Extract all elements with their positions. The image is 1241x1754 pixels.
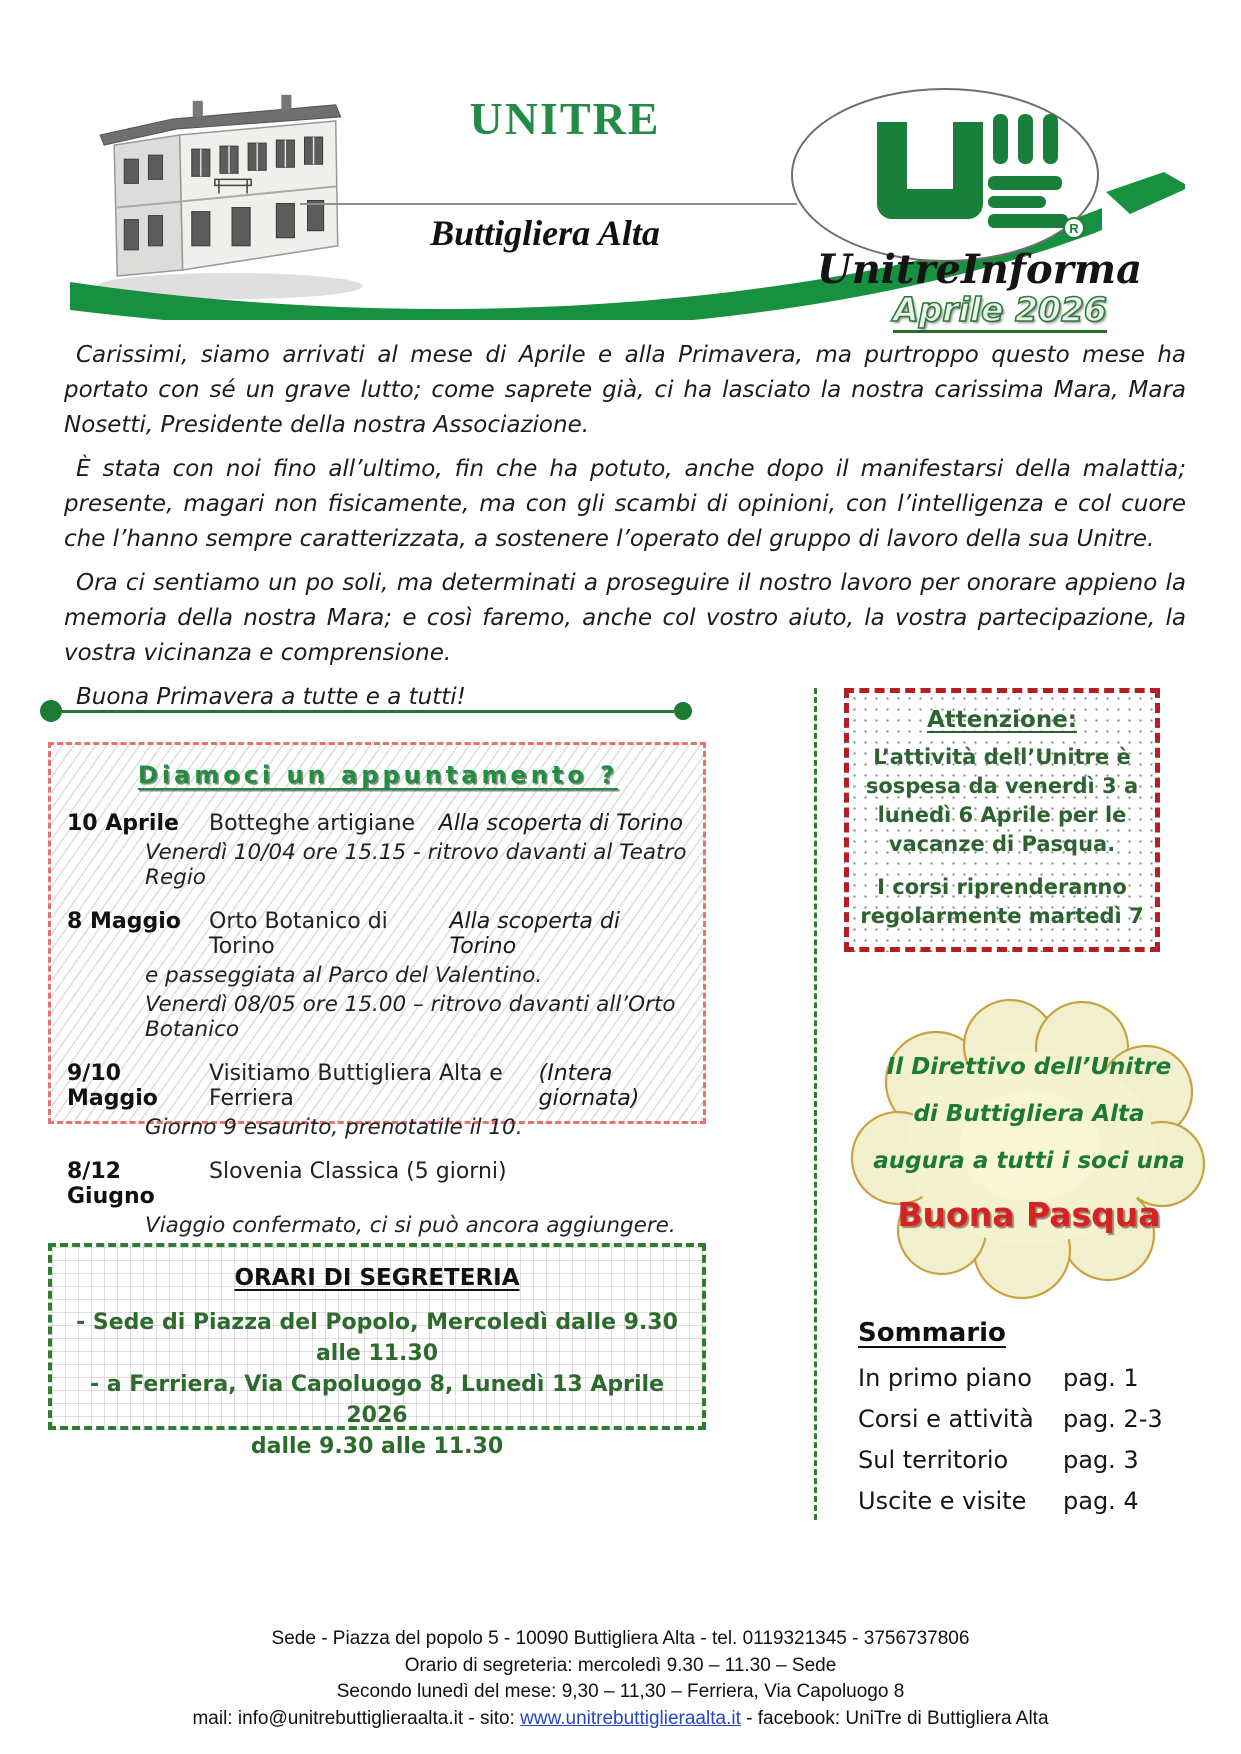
newsletter-name: UnitreInforma xyxy=(816,246,1142,293)
attention-body: L’attività dell’Unitre è sospesa da venerdì 3 a lunedì 6 Aprile per le vacanze di Pasqua. xyxy=(865,745,1139,856)
footer-site-link[interactable]: www.unitrebuttiglieraalta.it xyxy=(520,1707,741,1729)
event-date: 10 Aprile xyxy=(67,811,179,836)
registered-mark-icon xyxy=(1064,218,1084,238)
intro-paragraph: Ora ci sentiamo un po soli, ma determinati a proseguire il nostro lavoro per onorare appieno la memoria della nostra Mara; e così faremo, anche col vostro aiuto, la vostra partecipazione, la vostra vicinanza e comprensione. xyxy=(64,570,1186,666)
attention-title: Attenzione: xyxy=(926,707,1077,733)
event-name: Visitiamo Buttigliera Alta e Ferriera xyxy=(209,1061,503,1111)
event-date: 8/12 Giugno xyxy=(67,1159,155,1209)
intro-paragraph: È stata con noi fino all’ultimo, fin che ha potuto, anche dopo il manifestarsi della malattia; presente, magari non fisicamente, ma con gli scambi di opinioni, con l’intelligenza e col cuore che l’hanno sempre caratterizzata, a sostenere l’operato del gruppo di lavoro della sua Unitre. xyxy=(64,456,1186,552)
divider-dot-icon xyxy=(40,700,62,722)
summary-label: In primo piano xyxy=(858,1364,1032,1392)
cloud-line: Il Direttivo dell’Unitre xyxy=(886,1054,1172,1080)
event-tag: Alla scoperta di Torino xyxy=(449,909,620,959)
footer-mail-prefix: mail: info@unitrebuttiglieraalta.it - sito: xyxy=(192,1707,521,1729)
divider-dot-icon xyxy=(674,702,692,720)
divider-bar xyxy=(62,710,674,713)
event-date: 9/10 Maggio xyxy=(67,1061,158,1111)
cloud-line: augura a tutti i soci una xyxy=(873,1148,1185,1174)
event-detail: e passeggiata al Parco del Valentino. xyxy=(145,963,543,988)
footer xyxy=(0,1626,1241,1732)
org-location: Buttigliera Alta xyxy=(430,213,660,253)
footer-mail-suffix: - facebook: UniTre di Buttigliera Alta xyxy=(740,1707,1049,1729)
summary-item xyxy=(858,1446,1178,1474)
easter-greeting: Buona Pasqua xyxy=(897,1195,1161,1234)
svg-text:R: R xyxy=(1069,221,1079,236)
footer-line: Secondo lunedì del mese: 9,30 – 11,30 – Ferriera, Via Capoluogo 8 xyxy=(336,1681,905,1702)
summary-page: pag. 2-3 xyxy=(1063,1405,1163,1433)
footer-mail-line xyxy=(0,1706,1241,1733)
event-name: Orto Botanico di Torino xyxy=(209,909,388,959)
event-detail: Giorno 9 esaurito, prenotatile il 10. xyxy=(145,1115,523,1140)
attention-body2: I corsi riprenderanno regolarmente martedì 7 xyxy=(860,875,1144,928)
attention-box xyxy=(844,688,1160,952)
event-detail: Venerdì 10/04 ore 15.15 - ritrovo davanti al Teatro Regio xyxy=(145,840,687,890)
event-detail: Viaggio confermato, ci si può ancora aggiungere. xyxy=(145,1213,676,1238)
secretary-box xyxy=(48,1243,706,1459)
unitre-logo xyxy=(788,86,1102,266)
summary-page: pag. 1 xyxy=(1063,1364,1139,1392)
event-detail: Venerdì 08/05 ore 15.00 – ritrovo davanti all’Orto Botanico xyxy=(145,992,676,1042)
summary-title: Sommario xyxy=(858,1318,1006,1348)
event-item xyxy=(67,909,689,1042)
event-item xyxy=(67,1061,689,1140)
easter-cloud xyxy=(850,996,1208,1302)
event-name: Botteghe artigiane xyxy=(209,811,416,836)
event-item xyxy=(67,1159,689,1238)
section-divider xyxy=(40,700,692,722)
intro-paragraph: Carissimi, siamo arrivati al mese di Aprile e alla Primavera, ma purtroppo questo mese ha portato con sé un grave lutto; come saprete già, ci ha lasciato la nostra carissima Mara, Mara Nosetti, Presidente della nostra Associazione. xyxy=(64,342,1186,438)
footer-line: Orario di segreteria: mercoledì 9.30 – 11.30 – Sede xyxy=(404,1654,837,1676)
event-tag: (Intera giornata) xyxy=(538,1061,640,1111)
secretary-title: ORARI DI SEGRETERIA xyxy=(234,1265,520,1291)
secretary-line: - Sede di Piazza del Popolo, Mercoledì dalle 9.30 alle 11.30 xyxy=(76,1310,678,1366)
secretary-line: dalle 9.30 alle 11.30 xyxy=(250,1434,504,1459)
event-tag: Alla scoperta di Torino xyxy=(438,811,683,836)
summary-item xyxy=(858,1405,1178,1433)
summary-page: pag. 4 xyxy=(1063,1487,1139,1515)
column-divider xyxy=(814,688,817,1520)
summary-page: pag. 3 xyxy=(1063,1446,1139,1474)
appointments-title: Diamoci un appuntamento ? xyxy=(137,761,619,789)
secretary-line: - a Ferriera, Via Capoluogo 8, Lunedì 13 Aprile 2026 xyxy=(89,1372,665,1428)
summary-item xyxy=(858,1364,1178,1392)
event-date: 8 Maggio xyxy=(67,909,181,934)
issue-date: Aprile 2026 xyxy=(860,290,1140,333)
greeting-line: Buona Primavera a tutte e a tutti! xyxy=(76,684,466,710)
event-name: Slovenia Classica (5 giorni) xyxy=(209,1159,507,1184)
summary-label: Uscite e visite xyxy=(858,1487,1027,1515)
org-name: UNITRE xyxy=(469,93,661,144)
summary-label: Corsi e attività xyxy=(858,1405,1034,1433)
event-item xyxy=(67,811,689,890)
footer-line: Sede - Piazza del popolo 5 - 10090 Buttigliera Alta - tel. 0119321345 - 3756737806 xyxy=(271,1628,970,1649)
appointments-box xyxy=(48,742,706,1238)
summary-section xyxy=(858,1318,1178,1528)
summary-label: Sul territorio xyxy=(858,1446,1009,1474)
cloud-line: di Buttigliera Alta xyxy=(913,1101,1145,1127)
intro-text xyxy=(64,338,1186,724)
summary-item xyxy=(858,1487,1178,1515)
